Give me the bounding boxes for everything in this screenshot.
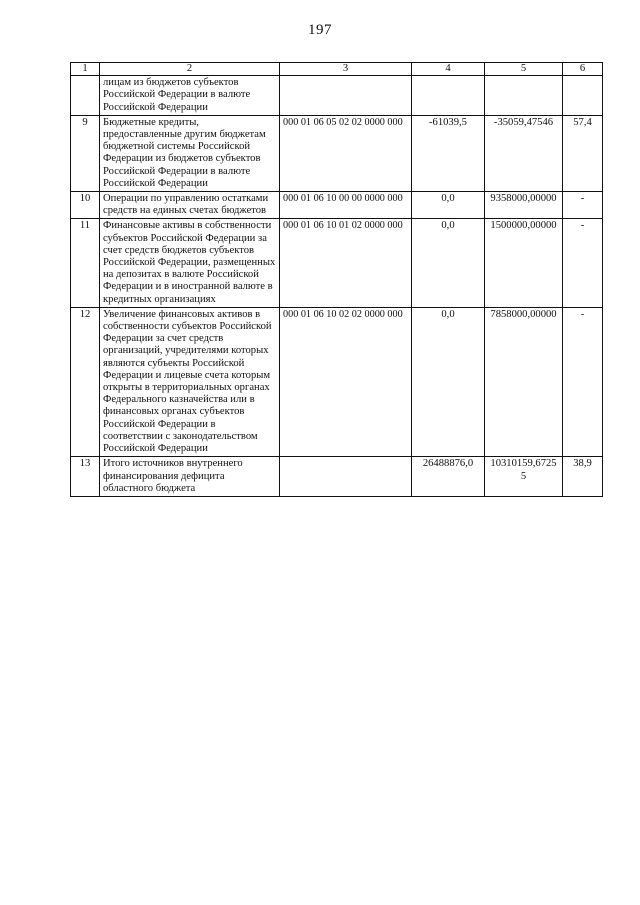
- row-value-6: 57,4: [563, 115, 603, 191]
- row-value-5: -35059,47546: [485, 115, 563, 191]
- column-header: 2: [100, 63, 280, 76]
- row-code: 000 01 06 10 00 00 0000 000: [280, 192, 412, 219]
- row-value-6: -: [563, 307, 603, 456]
- row-code: 000 01 06 10 01 02 0000 000: [280, 219, 412, 307]
- row-number: 9: [71, 115, 100, 191]
- financing-sources-table: [70, 62, 603, 497]
- row-value-4: 0,0: [412, 192, 485, 219]
- column-header: 3: [280, 63, 412, 76]
- row-value-4: 0,0: [412, 307, 485, 456]
- row-number: 11: [71, 219, 100, 307]
- row-code: [280, 457, 412, 497]
- row-value-5: 1500000,00000: [485, 219, 563, 307]
- row-number: 13: [71, 457, 100, 497]
- row-value-4: 26488876,0: [412, 457, 485, 497]
- row-description: Увеличение финансовых активов в собственности субъектов Российской Федерации за счет средств организаций, учредителями которых являются субъекты Российской Федерации и лицевые счета которым открыты в территориальных органах Федерального казначейства или в финансовых органах субъектов Российской Федерации в соответствии с законодательством Российской Федерации: [100, 307, 280, 456]
- row-code: 000 01 06 05 02 02 0000 000: [280, 115, 412, 191]
- row-value-5: 7858000,00000: [485, 307, 563, 456]
- row-value-5: 10310159,67255: [485, 457, 563, 497]
- row-number: [71, 76, 100, 116]
- row-value-4: -61039,5: [412, 115, 485, 191]
- row-value-4: 0,0: [412, 219, 485, 307]
- column-header: 4: [412, 63, 485, 76]
- column-header: 1: [71, 63, 100, 76]
- row-description: лицам из бюджетов субъектов Российской Федерации в валюте Российской Федерации: [100, 76, 280, 116]
- row-value-5: 9358000,00000: [485, 192, 563, 219]
- table-header-row: [71, 63, 603, 76]
- row-value-4: [412, 76, 485, 116]
- table-row: [71, 219, 603, 307]
- row-description: Финансовые активы в собственности субъектов Российской Федерации за счет средств бюджетов субъектов Российской Федерации, размещенных на депозитах в валюте Российской Федерации и в иностранной валюте в кредитных организациях: [100, 219, 280, 307]
- page-number: 197: [308, 22, 332, 38]
- row-description: Операции по управлению остатками средств на единых счетах бюджетов: [100, 192, 280, 219]
- row-number: 12: [71, 307, 100, 456]
- row-value-6: -: [563, 192, 603, 219]
- row-value-6: -: [563, 219, 603, 307]
- row-description: Бюджетные кредиты, предоставленные другим бюджетам бюджетной системы Российской Федерации из бюджетов субъектов Российской Федерации в валюте Российской Федерации: [100, 115, 280, 191]
- row-description: Итого источников внутреннего финансирования дефицита областного бюджета: [100, 457, 280, 497]
- row-code: 000 01 06 10 02 02 0000 000: [280, 307, 412, 456]
- row-code: [280, 76, 412, 116]
- row-number: 10: [71, 192, 100, 219]
- table-row: [71, 307, 603, 456]
- row-value-6: 38,9: [563, 457, 603, 497]
- column-header: 5: [485, 63, 563, 76]
- column-header: 6: [563, 63, 603, 76]
- row-value-5: [485, 76, 563, 116]
- table-row: [71, 76, 603, 116]
- table-row: [71, 115, 603, 191]
- table-row: [71, 457, 603, 497]
- row-value-6: [563, 76, 603, 116]
- table-row: [71, 192, 603, 219]
